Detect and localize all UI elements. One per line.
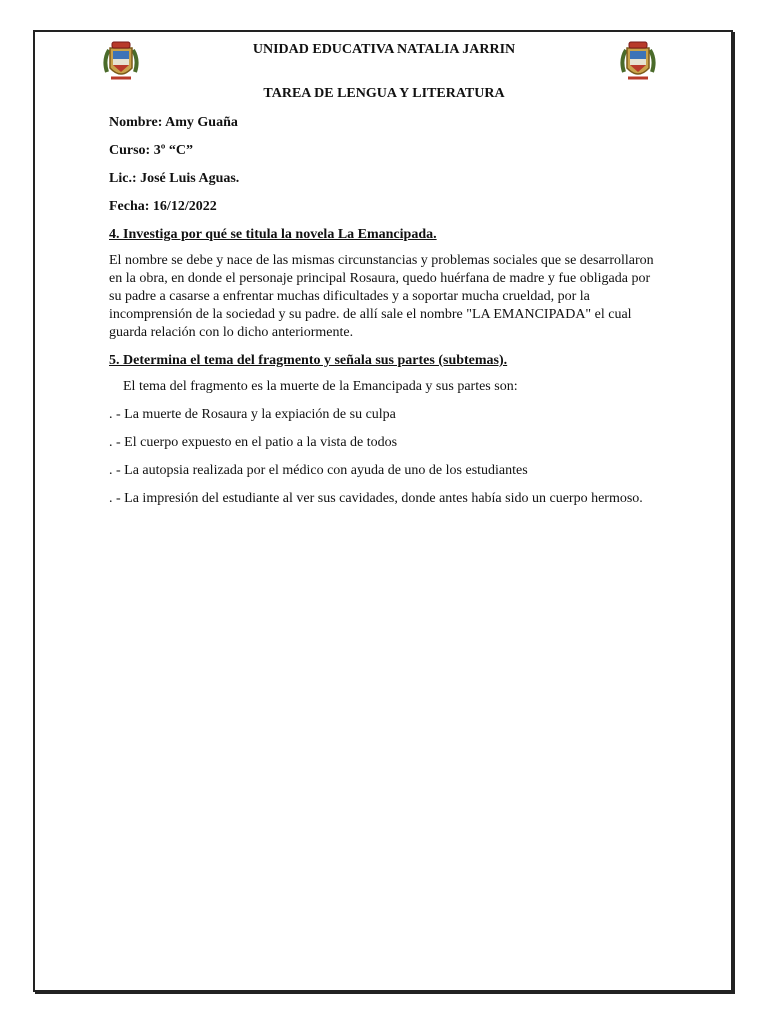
assignment-date: Fecha: 16/12/2022 — [109, 199, 217, 214]
student-name: Nombre: Amy Guaña — [109, 115, 238, 130]
document-title: TAREA DE LENGUA Y LITERATURA — [263, 86, 505, 101]
student-course: Curso: 3º “C” — [109, 143, 193, 158]
teacher-name: Lic.: José Luis Aguas. — [109, 171, 240, 186]
question-5-intro: El tema del fragmento es la muerte de la Emancipada y sus partes son: — [123, 379, 518, 394]
list-item: . - La muerte de Rosaura y la expiación de su culpa — [109, 407, 396, 422]
list-item: . - El cuerpo expuesto en el patio a la vista de todos — [109, 435, 398, 450]
question-5-heading: 5. Determina el tema del fragmento y señala sus partes (subtemas). — [109, 353, 508, 368]
list-item: . - La impresión del estudiante al ver sus cavidades, donde antes había sido un cuerpo hermoso. — [109, 491, 643, 506]
question-4-heading: 4. Investiga por qué se titula la novela La Emancipada. — [109, 227, 437, 242]
document-body — [109, 114, 657, 518]
school-name: UNIDAD EDUCATIVA NATALIA JARRIN — [252, 42, 516, 57]
list-item: . - La autopsia realizada por el médico con ayuda de uno de los estudiantes — [109, 463, 528, 478]
question-4-answer: El nombre se debe y nace de las mismas circunstancias y problemas sociales que se desarrollaron en la obra, en donde el personaje principal Rosaura, quedo huérfana de madre y fue obligada por su padre a casarse a enfrentar muchas dificultades y a soportar mucha crueldad, por la incomprensión de la sociedad y su padre. de allí sale el nombre "LA EMANCIPADA" el cual guarda relación con lo dicho anteriormente. — [109, 253, 654, 340]
